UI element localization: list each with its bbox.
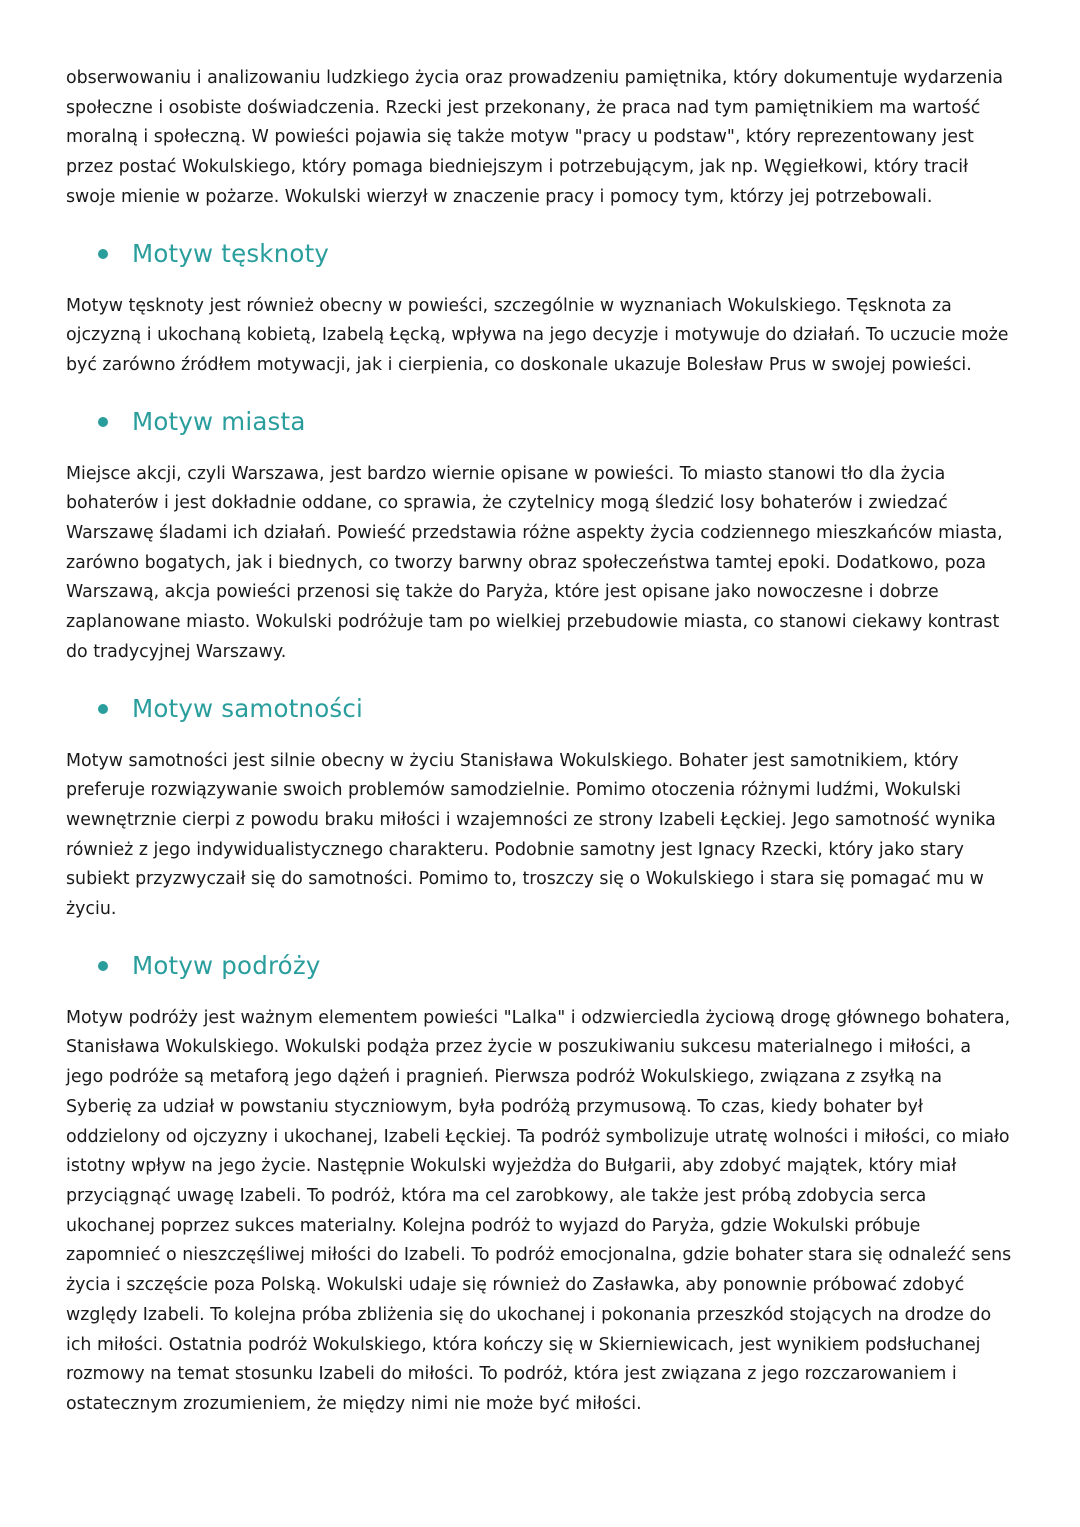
- heading-text: Motyw tęsknoty: [132, 239, 330, 269]
- section-heading-samotnosci: [98, 689, 1012, 729]
- paragraph-miasta: Miejsce akcji, czyli Warszawa, jest bardzo wiernie opisane w powieści. To miasto stanowi tło dla życia bohaterów i jest dokładnie oddane, co sprawia, że czytelnicy mogą śledzić losy bohaterów i zwiedzać Warszawę śladami ich działań. Powieść przedstawia różne aspekty życia codziennego mieszkańców miasta, zarówno bogatych, jak i biednych, co tworzy barwny obraz społeczeństwa tamtej epoki. Dodatkowo, poza Warszawą, akcja powieści przenosi się także do Paryża, które jest opisane jako nowoczesne i dobrze zaplanowane miasto. Wokulski podróżuje tam po wielkiej przebudowie miasta, co stanowi ciekawy kontrast do tradycyjnej Warszawy.: [66, 463, 1003, 662]
- heading-text: Motyw miasta: [132, 407, 306, 437]
- bullet-icon: [98, 961, 108, 971]
- section-heading-miasta: [98, 402, 1012, 442]
- intro-paragraph: obserwowaniu i analizowaniu ludzkiego życia oraz prowadzeniu pamiętnika, który dokumentuje wydarzenia społeczne i osobiste doświadczenia. Rzecki jest przekonany, że praca nad tym pamiętnikiem ma wartość moralną i społeczną. W powieści pojawia się także motyw "pracy u podstaw", który reprezentowany jest przez postać Wokulskiego, który pomaga biedniejszym i potrzebującym, jak np. Węgiełkowi, który tracił swoje mienie w pożarze. Wokulski wierzył w znaczenie pracy i pomocy tym, którzy jej potrzebowali.: [66, 68, 1003, 207]
- section-heading-podrozy: [98, 946, 1012, 986]
- heading-text: Motyw podróży: [132, 951, 321, 981]
- document-page: [66, 64, 1012, 1420]
- bullet-icon: [98, 417, 108, 427]
- bullet-icon: [98, 249, 108, 259]
- heading-text: Motyw samotności: [132, 694, 364, 724]
- bullet-icon: [98, 704, 108, 714]
- paragraph-tesknota: Motyw tęsknoty jest również obecny w powieści, szczególnie w wyznaniach Wokulskiego. Tęsknota za ojczyzną i ukochaną kobietą, Izabelą Łęcką, wpływa na jego decyzje i motywuje do działań. To uczucie może być zarówno źródłem motywacji, jak i cierpienia, co doskonale ukazuje Bolesław Prus w swojej powieści.: [66, 295, 1009, 375]
- paragraph-podrozy: Motyw podróży jest ważnym elementem powieści "Lalka" i odzwierciedla życiową drogę głównego bohatera, Stanisława Wokulskiego. Wokulski podąża przez życie w poszukiwaniu sukcesu materialnego i miłości, a jego podróże są metaforą jego dążeń i pragnień. Pierwsza podróż Wokulskiego, związana z zsyłką na Syberię za udział w powstaniu styczniowym, była podróżą przymusową. To czas, kiedy bohater był oddzielony od ojczyzny i ukochanej, Izabeli Łęckiej. Ta podróż symbolizuje utratę wolności i miłości, co miało istotny wpływ na jego życie. Następnie Wokulski wyjeżdża do Bułgarii, aby zdobyć majątek, który miał przyciągnąć uwagę Izabeli. To podróż, która ma cel zarobkowy, ale także jest próbą zdobycia serca ukochanej poprzez sukces materialny. Kolejna podróż to wyjazd do Paryża, gdzie Wokulski próbuje zapomnieć o nieszczęśliwej miłości do Izabeli. To podróż emocjonalna, gdzie bohater stara się odnaleźć sens życia i szczęście poza Polską. Wokulski udaje się również do Zasławka, aby ponownie próbować zdobyć względy Izabeli. To kolejna próba zbliżenia się do ukochanej i pokonania przeszkód stojących na drodze do ich miłości. Ostatnia podróż Wokulskiego, która kończy się w Skierniewicach, jest wynikiem podsłuchanej rozmowy na temat stosunku Izabeli do miłości. To podróż, która jest związana z jego rozczarowaniem i ostatecznym zrozumieniem, że między nimi nie może być miłości.: [66, 1007, 1012, 1414]
- paragraph-samotnosci: Motyw samotności jest silnie obecny w życiu Stanisława Wokulskiego. Bohater jest samotnikiem, który preferuje rozwiązywanie swoich problemów samodzielnie. Pomimo otoczenia różnymi ludźmi, Wokulski wewnętrznie cierpi z powodu braku miłości i wzajemności ze strony Izabeli Łęckiej. Jego samotność wynika również z jego indywidualistycznego charakteru. Podobnie samotny jest Ignacy Rzecki, który jako stary subiekt przyzwyczaił się do samotności. Pomimo to, troszczy się o Wokulskiego i stara się pomagać mu w życiu.: [66, 750, 996, 920]
- section-heading-tesknota: [98, 234, 1012, 274]
